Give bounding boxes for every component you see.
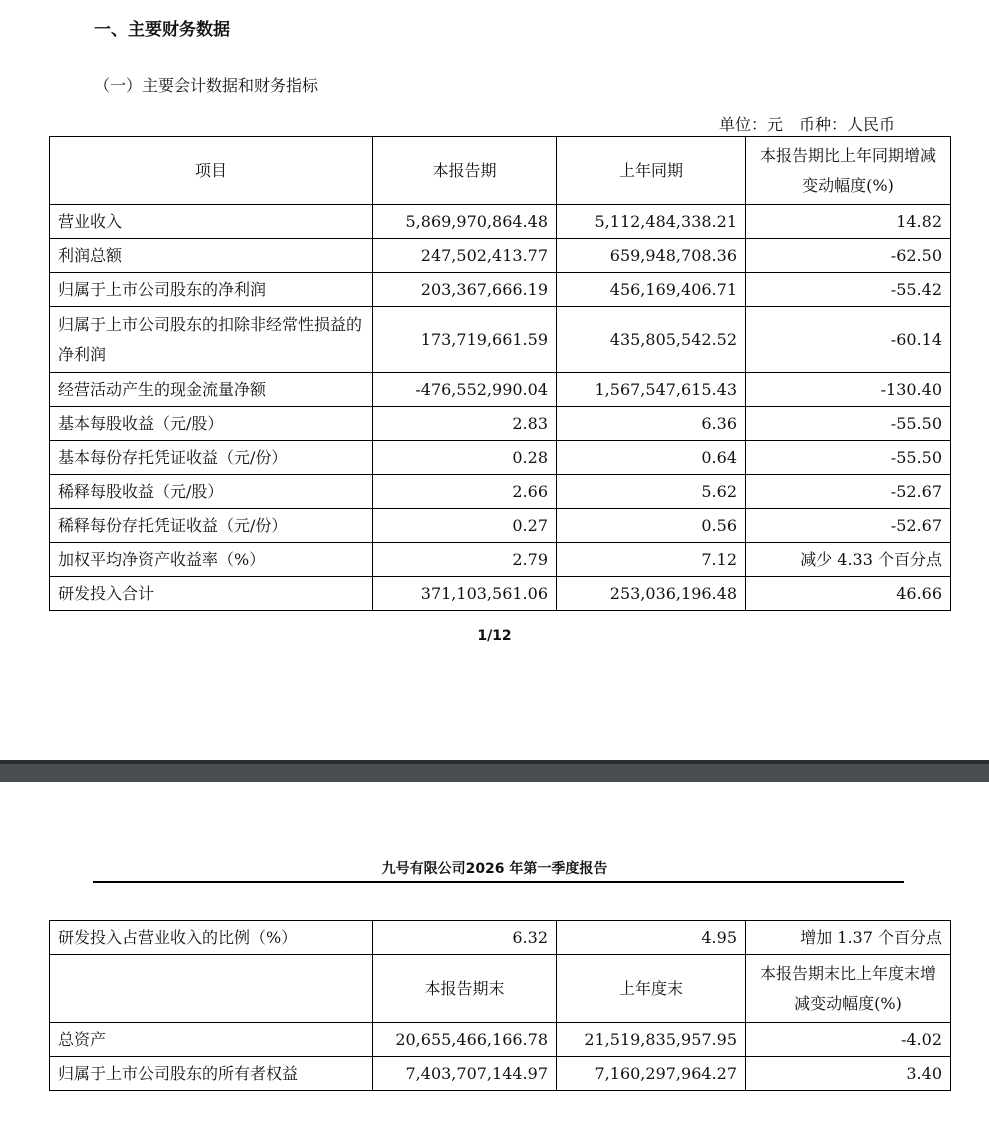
cell-change: 增加 1.37 个百分点 xyxy=(746,921,951,955)
financial-data-table xyxy=(49,136,951,611)
unit-line: 单位：元 币种：人民币 xyxy=(718,115,895,134)
cell-current: 247,502,413.77 xyxy=(373,239,557,273)
cell-change: -130.40 xyxy=(746,373,951,407)
cell-current: 2.66 xyxy=(373,475,557,509)
row-label: 稀释每股收益（元/股） xyxy=(50,475,373,509)
cell-change: -62.50 xyxy=(746,239,951,273)
row-label: 归属于上市公司股东的净利润 xyxy=(50,273,373,307)
table-row xyxy=(50,273,951,307)
cell-change: -55.50 xyxy=(746,441,951,475)
header-prior-period: 上年同期 xyxy=(557,137,746,205)
cell-current: 2.83 xyxy=(373,407,557,441)
header-rule xyxy=(93,881,904,883)
row-label: 经营活动产生的现金流量净额 xyxy=(50,373,373,407)
table-row xyxy=(50,307,951,373)
cell-prior: 435,805,542.52 xyxy=(557,307,746,373)
header-item: 项目 xyxy=(50,137,373,205)
cell-change: -60.14 xyxy=(746,307,951,373)
cell-prior: 5.62 xyxy=(557,475,746,509)
table-row xyxy=(50,205,951,239)
cell-change: 14.82 xyxy=(746,205,951,239)
cell-prior: 659,948,708.36 xyxy=(557,239,746,273)
row-label: 研发投入占营业收入的比例（%） xyxy=(50,921,373,955)
cell-change: -52.67 xyxy=(746,509,951,543)
header-current-period: 本报告期 xyxy=(373,137,557,205)
cell-current: 0.27 xyxy=(373,509,557,543)
header-prior-year-end: 上年度末 xyxy=(557,955,746,1023)
row-label: 总资产 xyxy=(50,1023,373,1057)
cell-prior: 4.95 xyxy=(557,921,746,955)
cell-prior: 456,169,406.71 xyxy=(557,273,746,307)
cell-current: 371,103,561.06 xyxy=(373,577,557,611)
table-header-row xyxy=(50,137,951,205)
table-row xyxy=(50,577,951,611)
row-label: 研发投入合计 xyxy=(50,577,373,611)
table-row xyxy=(50,543,951,577)
running-header: 九号有限公司2026 年第一季度报告 xyxy=(381,861,608,877)
table-row xyxy=(50,239,951,273)
row-label: 归属于上市公司股东的所有者权益 xyxy=(50,1057,373,1091)
table-row xyxy=(50,407,951,441)
header-change-percent: 本报告期比上年同期增减变动幅度(%) xyxy=(746,137,951,205)
row-label: 稀释每份存托凭证收益（元/份） xyxy=(50,509,373,543)
cell-current: 2.79 xyxy=(373,543,557,577)
header-item xyxy=(50,955,373,1023)
table-row xyxy=(50,441,951,475)
cell-change: -55.50 xyxy=(746,407,951,441)
cell-current: -476,552,990.04 xyxy=(373,373,557,407)
balance-data-table xyxy=(49,920,951,1091)
cell-current: 203,367,666.19 xyxy=(373,273,557,307)
header-period-end: 本报告期末 xyxy=(373,955,557,1023)
row-label: 利润总额 xyxy=(50,239,373,273)
row-label: 营业收入 xyxy=(50,205,373,239)
row-label: 基本每股收益（元/股） xyxy=(50,407,373,441)
cell-prior: 0.64 xyxy=(557,441,746,475)
row-label: 基本每份存托凭证收益（元/份） xyxy=(50,441,373,475)
cell-current: 5,869,970,864.48 xyxy=(373,205,557,239)
cell-current: 0.28 xyxy=(373,441,557,475)
cell-prior: 5,112,484,338.21 xyxy=(557,205,746,239)
table-row xyxy=(50,1023,951,1057)
page-number: 1/12 xyxy=(477,628,512,644)
cell-current: 7,403,707,144.97 xyxy=(373,1057,557,1091)
cell-current: 20,655,466,166.78 xyxy=(373,1023,557,1057)
table-row xyxy=(50,1057,951,1091)
row-label: 加权平均净资产收益率（%） xyxy=(50,543,373,577)
page-separator-edge xyxy=(0,760,989,764)
section-title: 一、主要财务数据 xyxy=(94,20,230,40)
cell-change: -4.02 xyxy=(746,1023,951,1057)
cell-prior: 6.36 xyxy=(557,407,746,441)
cell-change: -52.67 xyxy=(746,475,951,509)
cell-change: 46.66 xyxy=(746,577,951,611)
table-row xyxy=(50,509,951,543)
header-change-percent: 本报告期末比上年度末增减变动幅度(%) xyxy=(746,955,951,1023)
table-row xyxy=(50,373,951,407)
cell-prior: 21,519,835,957.95 xyxy=(557,1023,746,1057)
table-row xyxy=(50,475,951,509)
cell-prior: 7,160,297,964.27 xyxy=(557,1057,746,1091)
subsection-title: （一）主要会计数据和财务指标 xyxy=(94,76,319,95)
table-header-row xyxy=(50,955,951,1023)
cell-change: -55.42 xyxy=(746,273,951,307)
cell-prior: 0.56 xyxy=(557,509,746,543)
cell-prior: 1,567,547,615.43 xyxy=(557,373,746,407)
cell-change: 减少 4.33 个百分点 xyxy=(746,543,951,577)
cell-prior: 253,036,196.48 xyxy=(557,577,746,611)
table-row xyxy=(50,921,951,955)
cell-change: 3.40 xyxy=(746,1057,951,1091)
row-label: 归属于上市公司股东的扣除非经常性损益的净利润 xyxy=(50,307,373,373)
cell-prior: 7.12 xyxy=(557,543,746,577)
cell-current: 6.32 xyxy=(373,921,557,955)
cell-current: 173,719,661.59 xyxy=(373,307,557,373)
